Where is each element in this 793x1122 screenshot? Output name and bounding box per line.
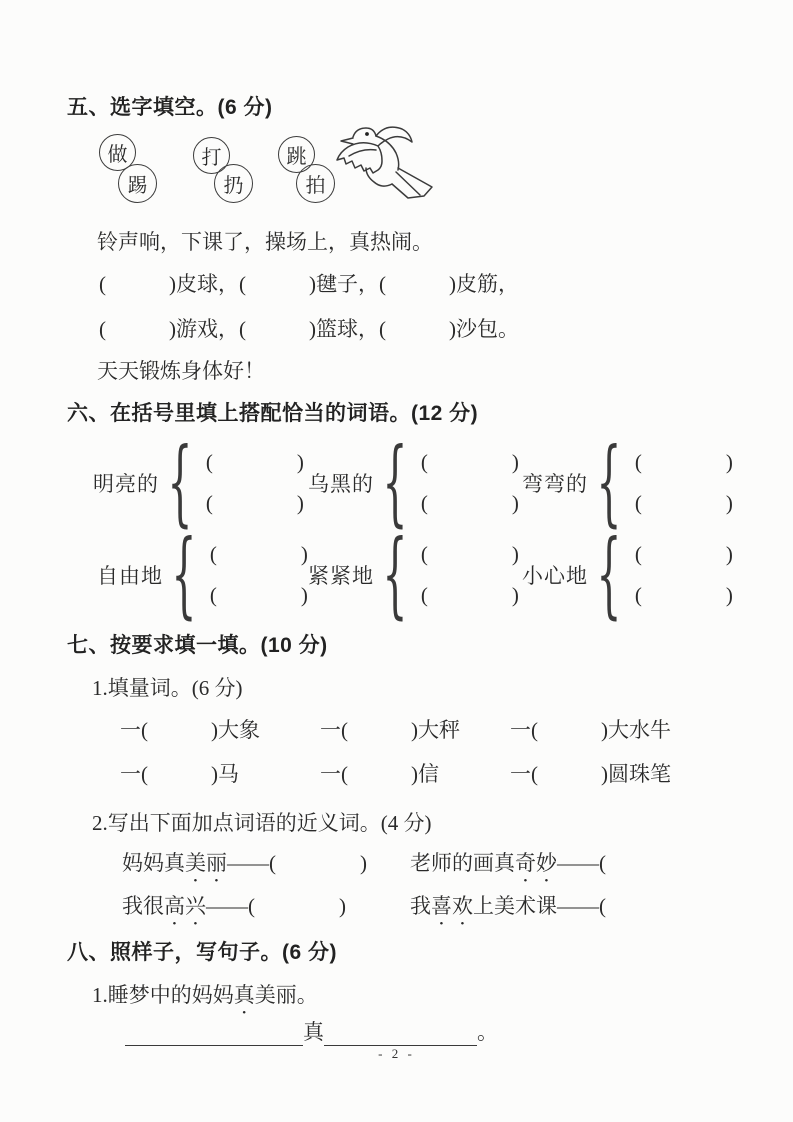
blank-pair bbox=[421, 491, 519, 516]
brace-glyph: { bbox=[171, 520, 197, 629]
answer-blank-line bbox=[125, 1016, 498, 1046]
text-segment: 妈妈真 bbox=[122, 851, 185, 875]
underline-blank bbox=[125, 1018, 303, 1046]
text-segment: 美丽。 bbox=[254, 983, 318, 1007]
quantifier-item: 一( )大象 bbox=[120, 718, 260, 742]
paren-close: ) bbox=[511, 450, 519, 474]
brace-group bbox=[522, 520, 733, 629]
example-sentence bbox=[92, 979, 318, 1019]
text-segment: 1.睡梦中的妈妈 bbox=[92, 983, 234, 1007]
paren-open: ( bbox=[420, 450, 428, 474]
section7-sub1-title: 1.填量词。(6 分) bbox=[92, 676, 243, 700]
quantifier-item: 一( )大秤 bbox=[320, 718, 460, 742]
blank-pairs bbox=[210, 542, 308, 608]
fill-blank-row: ( )皮球，( )毽子，( )皮筋， bbox=[99, 272, 519, 296]
text-segment: 我 bbox=[410, 894, 431, 918]
text-segment: ——( bbox=[557, 851, 606, 875]
paren-close: ) bbox=[296, 450, 304, 474]
brace-glyph: { bbox=[382, 520, 408, 629]
paren-open: ( bbox=[634, 542, 642, 566]
brace-group bbox=[97, 520, 308, 629]
blank-pair bbox=[635, 583, 733, 608]
emphasized-text: 高兴 bbox=[164, 894, 206, 918]
section5-title: 五、选字填空。(6 分) bbox=[67, 96, 273, 119]
paren-open: ( bbox=[205, 450, 213, 474]
word-circle-ti: 踢 bbox=[118, 164, 157, 203]
quantifier-item: 一( )马 bbox=[120, 762, 239, 786]
blank-pair bbox=[210, 583, 308, 608]
text-segment: 老师的画真 bbox=[410, 851, 515, 875]
group-label: 紧紧地 bbox=[308, 564, 374, 588]
sentence-outro: 天天锻炼身体好！ bbox=[97, 359, 265, 383]
text-segment: ——( ) bbox=[227, 851, 367, 875]
brace-group bbox=[308, 428, 519, 537]
paren-close: ) bbox=[296, 491, 304, 515]
blank-pair bbox=[210, 542, 308, 567]
blank-pair bbox=[635, 450, 733, 475]
paren-open: ( bbox=[209, 542, 217, 566]
section7-sub2-title: 2.写出下面加点词语的近义词。(4 分) bbox=[92, 811, 432, 835]
paren-open: ( bbox=[420, 542, 428, 566]
group-label: 小心地 bbox=[522, 564, 588, 588]
brace-glyph: { bbox=[596, 520, 622, 629]
group-label: 乌黑的 bbox=[308, 472, 374, 496]
emphasized-text: 真 bbox=[233, 983, 255, 1007]
word-circle-zuo: 做 bbox=[99, 134, 136, 171]
blank-pairs bbox=[421, 450, 519, 516]
section7-title: 七、按要求填一填。(10 分) bbox=[67, 634, 328, 657]
word-circle-reng: 扔 bbox=[214, 164, 253, 203]
blank-pairs bbox=[635, 450, 733, 516]
paren-close: ) bbox=[300, 583, 308, 607]
sentence-intro: 铃声响，下课了，操场上，真热闹。 bbox=[97, 230, 433, 254]
blank-pair bbox=[421, 542, 519, 567]
group-label: 自由地 bbox=[97, 564, 163, 588]
paren-open: ( bbox=[634, 583, 642, 607]
paren-open: ( bbox=[420, 491, 428, 515]
blank-pair bbox=[206, 491, 304, 516]
paren-open: ( bbox=[420, 583, 428, 607]
brace-glyph: { bbox=[167, 428, 193, 537]
group-label: 明亮的 bbox=[93, 472, 159, 496]
synonym-item bbox=[410, 847, 606, 887]
paren-close: ) bbox=[300, 542, 308, 566]
brace-glyph: { bbox=[382, 428, 408, 537]
paren-close: ) bbox=[725, 542, 733, 566]
section6-title: 六、在括号里填上搭配恰当的词语。(12 分) bbox=[67, 402, 479, 425]
text-segment: 上美术课——( bbox=[473, 894, 606, 918]
group-label: 弯弯的 bbox=[522, 472, 588, 496]
synonym-item bbox=[410, 890, 606, 930]
emphasized-text: 美丽 bbox=[185, 851, 227, 875]
paren-close: ) bbox=[511, 583, 519, 607]
blank-pair bbox=[421, 450, 519, 475]
blank-pair bbox=[635, 542, 733, 567]
dove-icon bbox=[336, 124, 460, 216]
quantifier-item: 一( )圆珠笔 bbox=[510, 762, 671, 786]
word-circle-pai: 拍 bbox=[296, 164, 335, 203]
fill-blank-row: ( )游戏，( )篮球，( )沙包。 bbox=[99, 317, 519, 341]
paren-close: ) bbox=[511, 542, 519, 566]
page-number: - 2 - bbox=[378, 1046, 415, 1061]
blank-pairs bbox=[421, 542, 519, 608]
quantifier-item: 一( )信 bbox=[320, 762, 439, 786]
paren-open: ( bbox=[634, 491, 642, 515]
blank-pairs bbox=[206, 450, 304, 516]
brace-group bbox=[93, 428, 304, 537]
emphasized-text: 喜欢 bbox=[431, 894, 473, 918]
underline-blank bbox=[324, 1018, 477, 1046]
brace-glyph: { bbox=[596, 428, 622, 537]
synonym-item bbox=[122, 847, 367, 887]
answer-mid-char: 真 bbox=[303, 1020, 324, 1044]
quantifier-item: 一( )大水牛 bbox=[510, 718, 671, 742]
emphasized-text: 奇妙 bbox=[515, 851, 557, 875]
blank-pairs bbox=[635, 542, 733, 608]
section8-title: 八、照样子，写句子。(6 分) bbox=[67, 941, 337, 964]
text-segment: 我很 bbox=[122, 894, 164, 918]
paren-close: ) bbox=[725, 450, 733, 474]
paren-close: ) bbox=[725, 583, 733, 607]
brace-group bbox=[308, 520, 519, 629]
blank-pair bbox=[421, 583, 519, 608]
text-segment: ——( ) bbox=[206, 894, 346, 918]
paren-close: ) bbox=[725, 491, 733, 515]
paren-open: ( bbox=[209, 583, 217, 607]
synonym-item bbox=[122, 890, 346, 930]
blank-pair bbox=[206, 450, 304, 475]
brace-group bbox=[522, 428, 733, 537]
word-circle-tiao: 跳 bbox=[278, 136, 315, 173]
word-circle-da: 打 bbox=[193, 137, 230, 174]
paren-open: ( bbox=[205, 491, 213, 515]
blank-pair bbox=[635, 491, 733, 516]
answer-period: 。 bbox=[477, 1020, 498, 1044]
paren-open: ( bbox=[634, 450, 642, 474]
paren-close: ) bbox=[511, 491, 519, 515]
